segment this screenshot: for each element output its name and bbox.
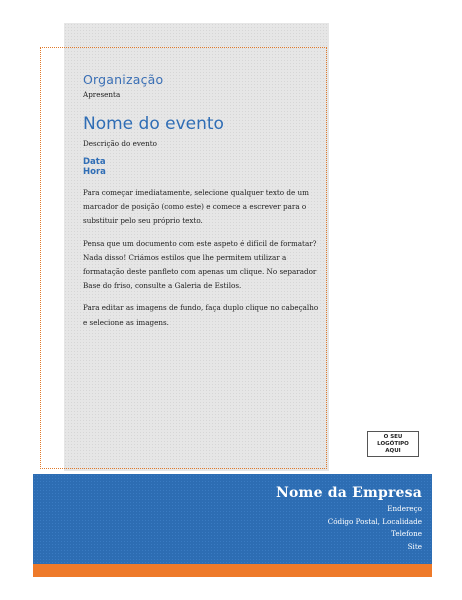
company-site[interactable]: Site [407,541,422,551]
company-info [276,484,422,553]
body-paragraph-3[interactable]: Para editar as imagens de fundo, faça duplo clique no cabeçalho e selecione as imagens. [83,303,319,327]
body-paragraph-1[interactable]: Para começar imediatamente, selecione qualquer texto de um marcador de posição (como este) e comece a escrever para o substituir pelo seu próprio texto. [83,188,310,226]
presents-label[interactable]: Apresenta [83,90,121,99]
orange-footer-strip [33,564,432,577]
company-address[interactable]: Endereço [387,504,422,513]
logo-placeholder[interactable] [367,431,419,457]
flyer-content [83,72,323,330]
company-name[interactable]: Nome da Empresa [276,485,422,501]
logo-placeholder-text: O SEU LOGÓTIPO AQUI [377,433,409,454]
company-phone[interactable]: Telefone [391,529,422,538]
event-date[interactable]: Data [83,157,106,167]
event-name-heading[interactable]: Nome do evento [83,114,224,134]
event-description[interactable]: Descrição do evento [83,139,158,148]
organization-name[interactable]: Organização [83,72,164,87]
company-postal-locality[interactable]: Código Postal, Localidade [327,516,422,526]
event-time[interactable]: Hora [83,167,106,177]
body-paragraph-2[interactable]: Pensa que um documento com este aspeto é difícil de formatar? Nada disso! Criámos estilos que lhe permitem utilizar a formatação deste panfleto com apenas um clique. No separador Base do friso, consulte a Galeria de Estilos. [83,238,317,291]
